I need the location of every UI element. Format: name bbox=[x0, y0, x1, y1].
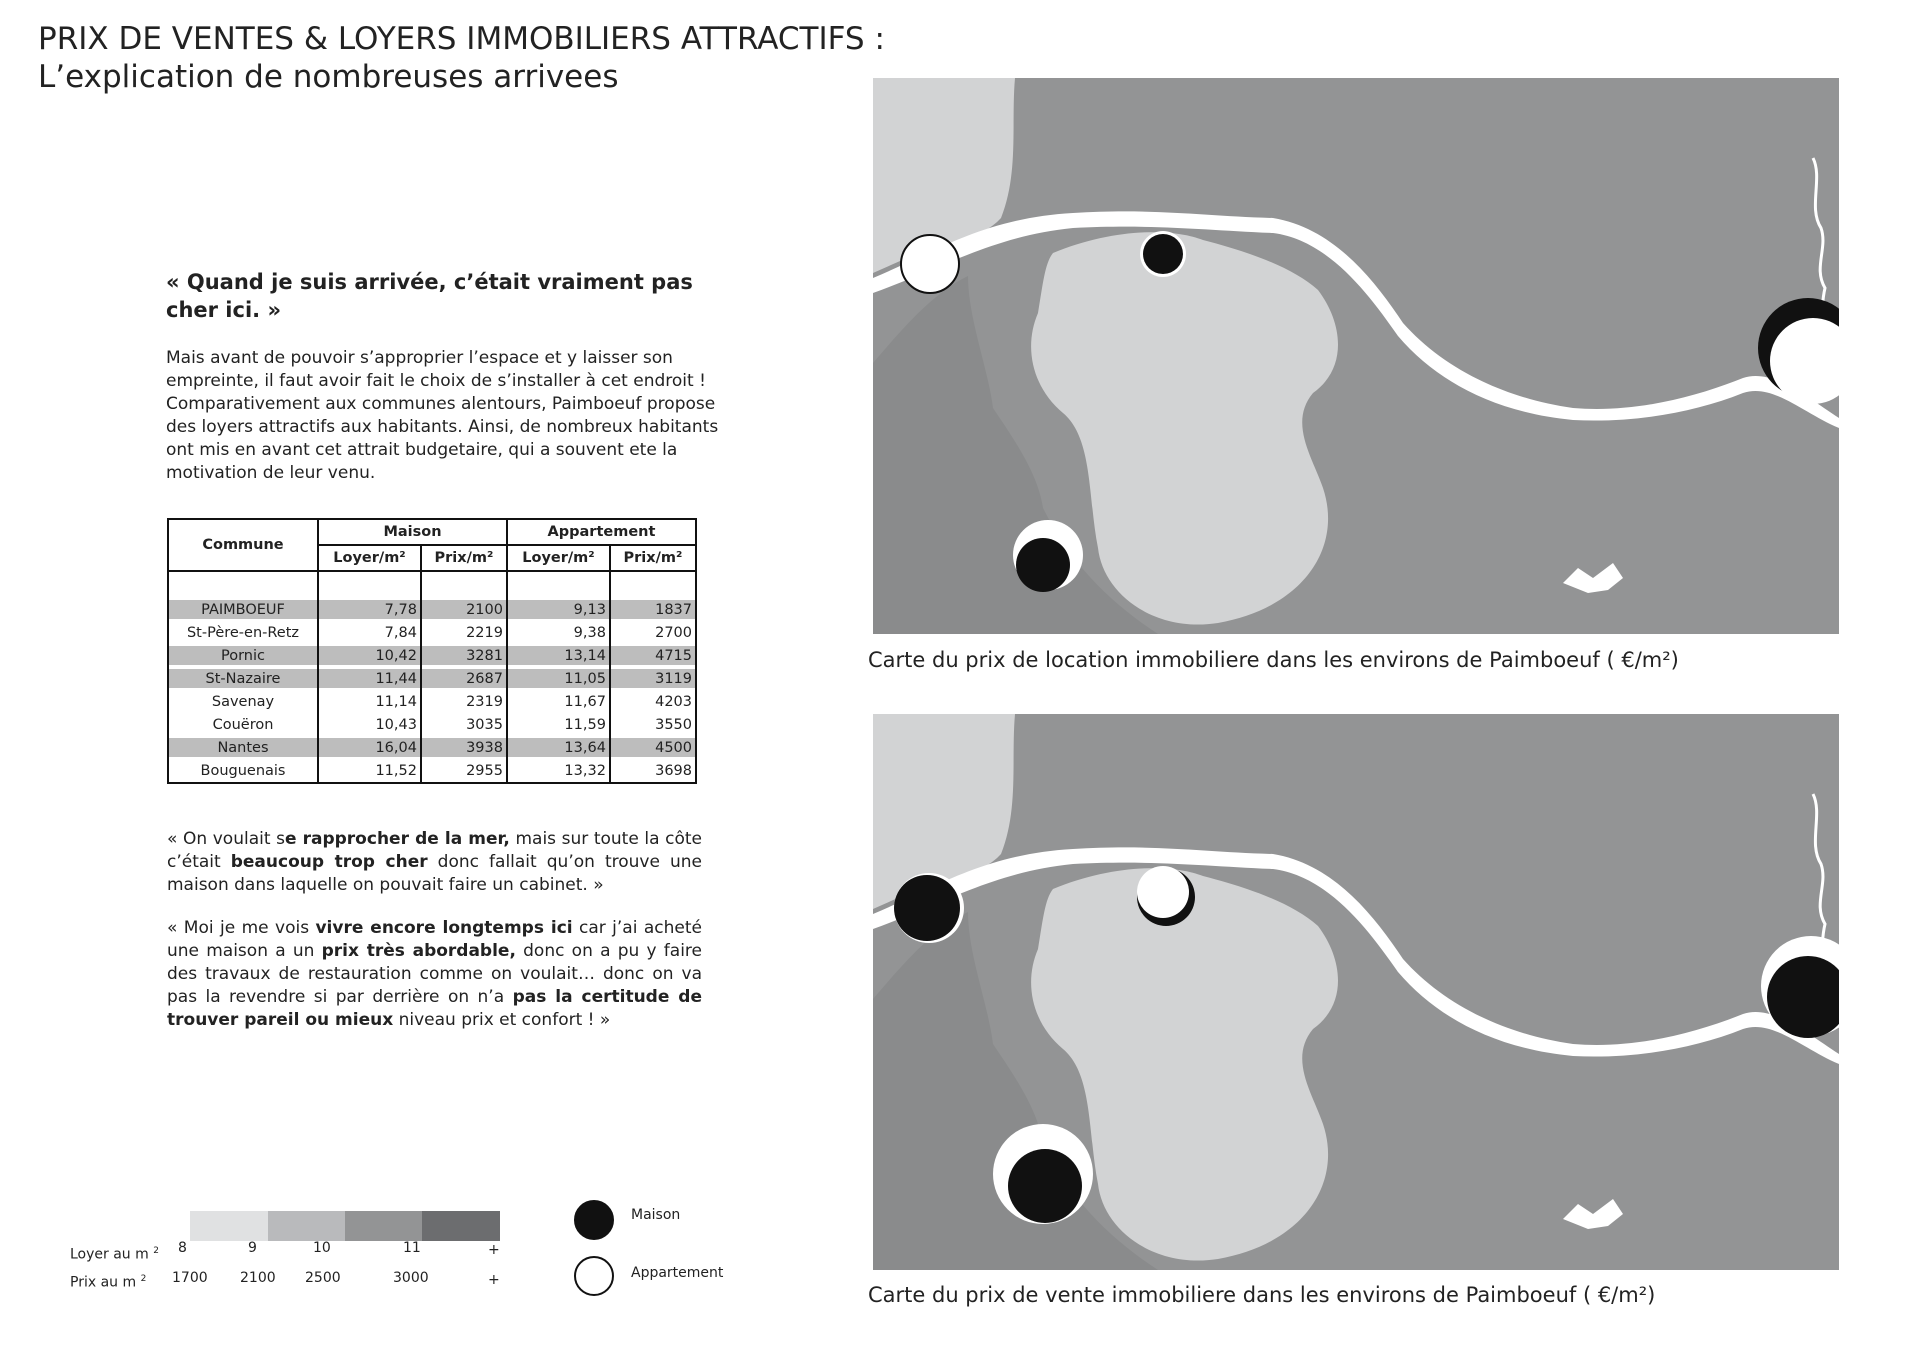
loyer-label-sup: 2 bbox=[153, 1246, 159, 1256]
loyer-tick: 10 bbox=[313, 1240, 331, 1256]
appartement-legend-circle bbox=[574, 1256, 614, 1296]
commune-cell: Nantes bbox=[168, 736, 318, 759]
appartement-circle-paimboeuf bbox=[1137, 866, 1189, 918]
commune-cell: Savenay bbox=[211, 693, 275, 710]
appartement-prix-cell: 4203 bbox=[610, 690, 696, 713]
appartement-loyer-cell: 11,05 bbox=[507, 667, 610, 690]
sale-map-caption: Carte du prix de vente immobiliere dans les environs de Paimboeuf ( €/m²) bbox=[868, 1283, 1656, 1307]
maison-prix-cell: 2219 bbox=[421, 621, 507, 644]
maison-circle-st-nazaire bbox=[894, 875, 960, 941]
table-row bbox=[168, 736, 696, 759]
quote-mer-text-3: donc fallait qu’on trouve une maison dans laquelle on pouvait faire un cabinet. » bbox=[167, 852, 702, 895]
header-appartement-prix: Prix/m² bbox=[610, 545, 696, 571]
title-line-2: L’explication de nombreuses arrivees bbox=[38, 59, 619, 95]
table-row bbox=[168, 690, 696, 713]
prix-label-text: Prix au m bbox=[70, 1274, 137, 1291]
appartement-loyer-cell: 11,59 bbox=[507, 713, 610, 736]
maison-loyer-cell: 11,14 bbox=[318, 690, 421, 713]
appartement-loyer-cell: 9,38 bbox=[507, 621, 610, 644]
loyer-label-text: Loyer au m bbox=[70, 1246, 149, 1263]
maison-prix-cell: 2955 bbox=[421, 759, 507, 783]
header-maison-loyer: Loyer/m² bbox=[318, 545, 421, 571]
commune-cell: PAIMBOEUF bbox=[168, 598, 318, 621]
maison-circle-paimboeuf bbox=[1143, 234, 1183, 274]
maison-loyer-cell: 7,84 bbox=[318, 621, 421, 644]
commune-cell: Couëron bbox=[212, 716, 274, 733]
commune-cell: St-Père-en-Retz bbox=[186, 624, 300, 641]
table-row bbox=[168, 667, 696, 690]
maison-loyer-cell: 11,52 bbox=[318, 759, 421, 783]
prix-tick: 2100 bbox=[240, 1270, 276, 1286]
quote-longtemps-bold-2: prix très abordable, bbox=[321, 941, 516, 961]
appartement-prix-cell: 2700 bbox=[610, 621, 696, 644]
appartement-loyer-cell: 11,67 bbox=[507, 690, 610, 713]
table-row bbox=[168, 598, 696, 621]
appartement-loyer-cell: 13,64 bbox=[507, 736, 610, 759]
scale-swatch-4 bbox=[422, 1211, 500, 1241]
header-maison: Maison bbox=[318, 519, 507, 545]
appartement-prix-cell: 4500 bbox=[610, 736, 696, 759]
intro-quote: « Quand je suis arrivée, c’était vraiment pas cher ici. » bbox=[166, 270, 693, 322]
maison-legend-label: Maison bbox=[631, 1207, 681, 1223]
maison-prix-cell: 3281 bbox=[421, 644, 507, 667]
appartement-loyer-cell: 13,14 bbox=[507, 644, 610, 667]
maison-circle-pornic bbox=[1016, 538, 1070, 592]
scale-swatch-3 bbox=[345, 1211, 423, 1241]
quote-longtemps-text-1: « Moi je me vois bbox=[167, 918, 316, 938]
maison-circle-pornic bbox=[1008, 1149, 1082, 1223]
prix-legend-label bbox=[70, 1274, 146, 1291]
table-row bbox=[168, 713, 696, 736]
maison-loyer-cell: 11,44 bbox=[318, 667, 421, 690]
maison-loyer-cell: 16,04 bbox=[318, 736, 421, 759]
header-appartement-loyer: Loyer/m² bbox=[507, 545, 610, 571]
quote-mer-text-2: mais sur toute la côte c’était bbox=[167, 829, 703, 872]
commune-cell: Pornic bbox=[168, 644, 318, 667]
quote-longtemps-text-3: donc on a pu y faire des travaux de restauration comme on voulait… donc on va pas la revendre si par derrière on n’a bbox=[167, 941, 702, 1007]
sale-map-svg bbox=[873, 714, 1839, 1270]
maison-loyer-cell: 10,43 bbox=[318, 713, 421, 736]
loyer-tick: 11 bbox=[403, 1240, 421, 1256]
maison-prix-cell: 2100 bbox=[421, 598, 507, 621]
price-table bbox=[167, 518, 697, 784]
appartement-loyer-cell: 13,32 bbox=[507, 759, 610, 783]
loyer-tick: 8 bbox=[178, 1240, 187, 1256]
maison-legend-circle bbox=[574, 1200, 614, 1240]
appartement-prix-cell: 4715 bbox=[610, 644, 696, 667]
quote-mer bbox=[167, 828, 702, 897]
loyer-legend-label bbox=[70, 1246, 159, 1263]
quote-mer-bold-2: beaucoup trop cher bbox=[230, 852, 428, 872]
maison-prix-cell: 3938 bbox=[421, 736, 507, 759]
quote-mer-text-1: « On voulait s bbox=[167, 829, 285, 849]
quote-mer-bold-1: e rapprocher de la mer, bbox=[284, 829, 510, 849]
maison-loyer-cell: 7,78 bbox=[318, 598, 421, 621]
table-row bbox=[168, 759, 696, 783]
appartement-prix-cell: 3550 bbox=[610, 713, 696, 736]
loyer-tick: + bbox=[488, 1242, 500, 1258]
quote-longtemps-text-2: car j’ai acheté une maison a un bbox=[167, 918, 702, 961]
quote-longtemps-bold-3: pas la certitude de trouver pareil ou mieux bbox=[167, 987, 703, 1030]
quote-longtemps bbox=[167, 917, 702, 1032]
rent-map-caption: Carte du prix de location immobiliere dans les environs de Paimboeuf ( €/m²) bbox=[868, 648, 1679, 672]
rent-map-svg bbox=[873, 78, 1839, 634]
title-line-1: PRIX DE VENTES & LOYERS IMMOBILIERS ATTRACTIFS : bbox=[38, 21, 885, 57]
quote-longtemps-text-4: niveau prix et confort ! » bbox=[393, 1010, 611, 1030]
appartement-circle-st-nazaire bbox=[901, 235, 959, 293]
maison-loyer-cell: 10,42 bbox=[318, 644, 421, 667]
page-title bbox=[38, 20, 885, 96]
prix-label-sup: 2 bbox=[140, 1274, 147, 1284]
rent-map bbox=[873, 78, 1839, 634]
commune-cell: St-Nazaire bbox=[168, 667, 318, 690]
prix-tick: + bbox=[488, 1272, 500, 1288]
table-row bbox=[168, 621, 696, 644]
maison-prix-cell: 2319 bbox=[421, 690, 507, 713]
prix-tick: 2500 bbox=[305, 1270, 341, 1286]
appartement-prix-cell: 1837 bbox=[610, 598, 696, 621]
appartement-prix-cell: 3698 bbox=[610, 759, 696, 783]
header-commune: Commune bbox=[168, 519, 318, 571]
maison-prix-cell: 3035 bbox=[421, 713, 507, 736]
scale-swatch-2 bbox=[268, 1211, 346, 1241]
sale-map bbox=[873, 714, 1839, 1270]
prix-tick: 3000 bbox=[393, 1270, 429, 1286]
header-maison-prix: Prix/m² bbox=[421, 545, 507, 571]
loyer-tick: 9 bbox=[248, 1240, 257, 1256]
prix-tick: 1700 bbox=[172, 1270, 208, 1286]
commune-cell: Bouguenais bbox=[200, 762, 286, 779]
quote-longtemps-bold-1: vivre encore longtemps ici bbox=[315, 918, 573, 938]
header-appartement: Appartement bbox=[507, 519, 696, 545]
scale-swatch-1 bbox=[190, 1211, 268, 1241]
table-row bbox=[168, 644, 696, 667]
appartement-loyer-cell: 9,13 bbox=[507, 598, 610, 621]
appartement-legend-label: Appartement bbox=[631, 1265, 724, 1281]
appartement-prix-cell: 3119 bbox=[610, 667, 696, 690]
maison-prix-cell: 2687 bbox=[421, 667, 507, 690]
intro-paragraph: Mais avant de pouvoir s’approprier l’espace et y laisser son empreinte, il faut avoir fait le choix de s’installer à cet endroit ! Comparativement aux communes alentours, Paimboeuf propose des loyers attractifs aux habitants. Ainsi, de nombreux habitants ont mis en avant cet attrait budgetaire, qui a souvent ete la motivation de leur venu. bbox=[166, 348, 719, 483]
